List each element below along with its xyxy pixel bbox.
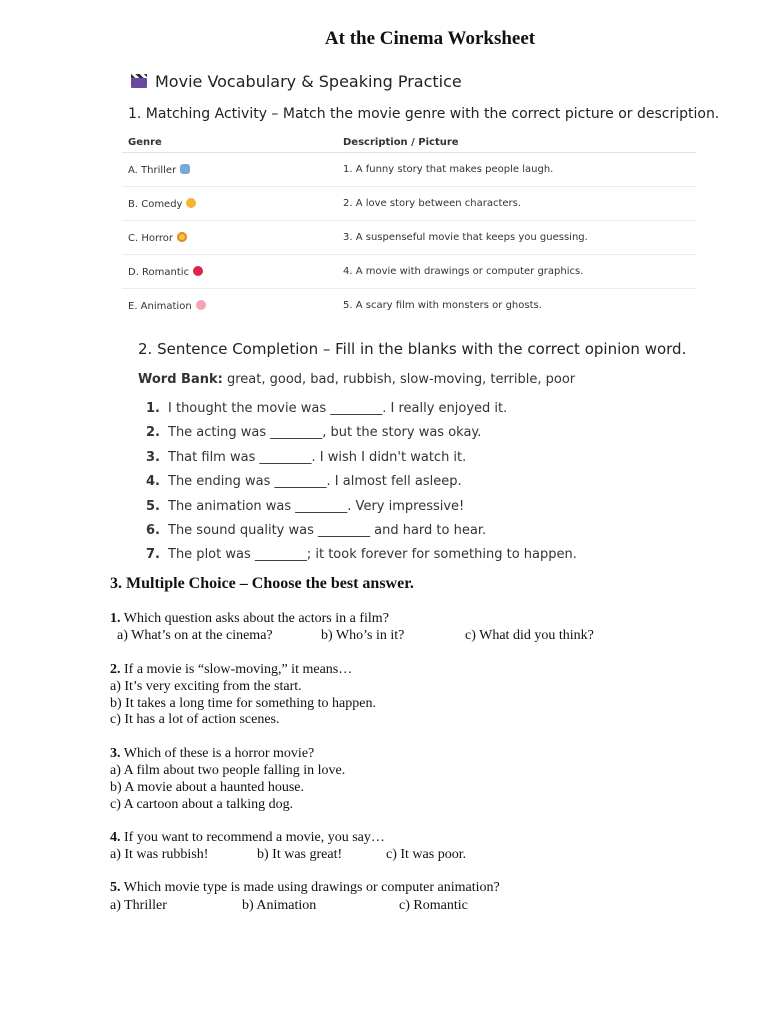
description-cell: 4. A movie with drawings or computer graphics. (337, 255, 696, 289)
option-3c: c) A cartoon about a talking dog. (110, 797, 294, 812)
genre-cell (122, 187, 337, 221)
question-number: 4. (110, 830, 121, 845)
question-number: 3. (110, 746, 121, 761)
list-item (146, 397, 577, 421)
matching-table (122, 132, 696, 322)
genre-label: E. Animation (128, 300, 192, 312)
list-item (146, 470, 577, 494)
genre-header: Genre (122, 132, 337, 153)
item-number: 7. (146, 547, 160, 563)
option-2b: b) It takes a long time for something to happen. (110, 696, 376, 711)
item-number: 5. (146, 498, 160, 514)
option-1a: a) What’s on at the cinema? (117, 628, 273, 643)
list-item (146, 543, 577, 567)
table-row (122, 153, 696, 187)
matching-header-row (122, 132, 696, 153)
word-bank-words: great, good, bad, rubbish, slow-moving, terrible, poor (226, 372, 576, 387)
list-item (146, 519, 577, 543)
item-text: The plot was ________; it took forever for something to happen. (168, 547, 577, 563)
question-number: 5. (110, 880, 121, 895)
table-row (122, 255, 696, 289)
description-cell: 1. A funny story that makes people laugh. (337, 153, 696, 187)
question-4 (110, 829, 385, 846)
sentence-heading: 2. Sentence Completion – Fill in the blanks with the correct opinion word. (138, 340, 687, 358)
description-cell: 3. A suspenseful movie that keeps you guessing. (337, 221, 696, 255)
option-5b: b) Animation (242, 898, 317, 913)
question-text: Which question asks about the actors in a film? (123, 611, 389, 626)
genre-label: B. Comedy (128, 198, 183, 210)
table-row (122, 187, 696, 221)
scream-face-icon (177, 232, 187, 242)
genre-cell (122, 221, 337, 255)
table-row (122, 289, 696, 323)
option-3b: b) A movie about a haunted house. (110, 780, 305, 795)
genre-label: C. Horror (128, 232, 174, 244)
multiple-choice-heading: 3. Multiple Choice – Choose the best answer. (110, 575, 414, 592)
question-text: If a movie is “slow-moving,” it means… (124, 662, 353, 677)
question-3 (110, 745, 314, 762)
option-4c: c) It was poor. (386, 847, 467, 862)
item-text: The acting was ________, but the story was okay. (168, 425, 482, 441)
question-number: 2. (110, 662, 121, 677)
list-item (146, 495, 577, 519)
option-2a: a) It’s very exciting from the start. (110, 679, 302, 694)
item-text: That film was ________. I wish I didn't watch it. (168, 449, 467, 465)
question-5 (110, 879, 500, 896)
option-5a: a) Thriller (110, 898, 167, 913)
description-cell: 2. A love story between characters. (337, 187, 696, 221)
genre-label: D. Romantic (128, 266, 190, 278)
worksheet-title: At the Cinema Worksheet (324, 28, 536, 49)
question-text: If you want to recommend a movie, you say… (124, 830, 385, 845)
cartoon-face-icon (196, 300, 206, 310)
word-bank-label: Word Bank: (138, 372, 223, 387)
genre-cell (122, 153, 337, 187)
option-5c: c) Romantic (399, 898, 468, 913)
option-4b: b) It was great! (257, 847, 343, 862)
question-text: Which of these is a horror movie? (123, 746, 315, 761)
description-cell: 5. A scary film with monsters or ghosts. (343, 300, 542, 311)
genre-label: A. Thriller (128, 164, 177, 176)
item-number: 1. (146, 401, 160, 416)
sentence-list (146, 397, 577, 568)
matching-heading: 1. Matching Activity – Match the movie genre with the correct picture or description. (128, 106, 720, 122)
theater-masks-icon (180, 164, 190, 174)
item-number: 6. (146, 522, 160, 538)
vocab-heading-text: Movie Vocabulary & Speaking Practice (155, 72, 462, 91)
option-3a: a) A film about two people falling in love. (110, 763, 346, 778)
vocab-heading (131, 72, 462, 91)
item-text: The animation was ________. Very impressive! (168, 498, 465, 514)
laughing-face-icon (186, 198, 196, 208)
item-number: 4. (146, 474, 160, 490)
genre-cell (122, 289, 337, 323)
item-number: 3. (146, 449, 160, 465)
item-text: The ending was ________. I almost fell asleep. (168, 474, 462, 490)
list-item (146, 421, 577, 445)
option-1c: c) What did you think? (465, 628, 594, 643)
clapperboard-icon (131, 74, 147, 88)
list-item (146, 446, 577, 470)
item-text: The sound quality was ________ and hard to hear. (168, 522, 487, 538)
genre-cell (122, 255, 337, 289)
description-header: Description / Picture (337, 132, 696, 153)
option-1b: b) Who’s in it? (321, 628, 405, 643)
question-number: 1. (110, 611, 121, 626)
question-2 (110, 661, 352, 678)
question-text: Which movie type is made using drawings or computer animation? (123, 880, 500, 895)
table-row (122, 221, 696, 255)
heart-icon (193, 266, 203, 276)
item-number: 2. (146, 425, 160, 441)
item-text: I thought the movie was ________. I really enjoyed it. (168, 401, 508, 416)
option-2c: c) It has a lot of action scenes. (110, 712, 280, 727)
option-4a: a) It was rubbish! (110, 847, 209, 862)
question-1 (110, 610, 389, 627)
word-bank (138, 372, 575, 387)
